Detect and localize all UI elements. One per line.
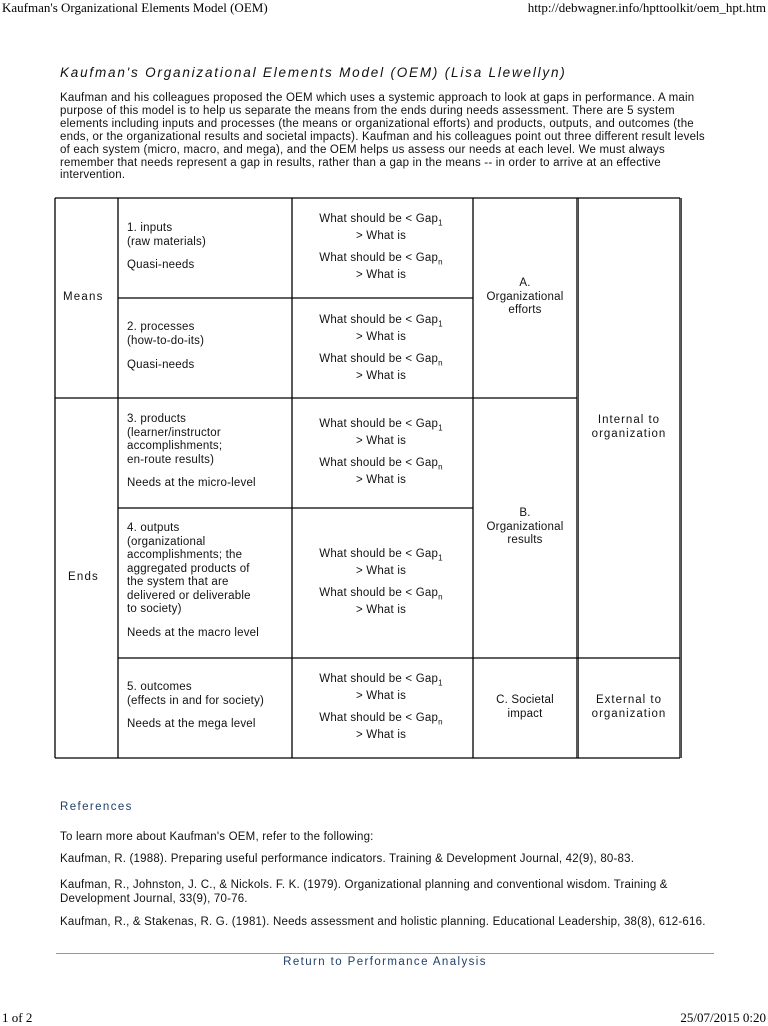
row-inputs-need: Quasi-needs [127, 259, 195, 271]
means-label: Means [63, 291, 104, 303]
external-to-organization-label: External to organization [591, 694, 667, 720]
gap-cell: What should be < Gap$_1$ > What is [319, 673, 443, 702]
document-title: Kaufman's Organizational Elements Model (OEM) (Lisa Llewellyn) [60, 65, 567, 80]
gap-cell: What should be < Gap$_1$ > What is [319, 314, 443, 343]
browser-page-title: Kaufman's Organizational Elements Model (OEM) [2, 0, 268, 15]
gap-cell: What should be < Gap$_n$ > What is [319, 587, 443, 616]
page-count: 1 of 2 [2, 1010, 33, 1025]
print-timestamp: 25/07/2015 0:20 [680, 1010, 766, 1025]
row-processes-title: 2. processes (how-to-do-its) [127, 321, 205, 347]
return-to-performance-analysis-link[interactable]: Return to Performance Analysis [56, 953, 714, 968]
page-url: http://debwagner.info/hpttoolkit/oem_hpt.htm [527, 0, 766, 15]
gap-cell: What should be < Gap$_n$ > What is [319, 457, 443, 486]
organizational-results-label: B. Organizational results [486, 507, 564, 546]
reference-item: Kaufman, R., Johnston, J. C., & Nickols. F. K. (1979). Organizational planning and conventional wisdom. Training & Development Journal, 33(9), 70-76. [60, 879, 668, 905]
row-outcomes-title: 5. outcomes (effects in and for society) [127, 681, 265, 707]
gap-cell: What should be < Gap$_n$ > What is [319, 353, 443, 382]
internal-to-organization-label: Internal to organization [591, 414, 667, 440]
intro-paragraph: Kaufman and his colleagues proposed the OEM which uses a systemic approach to look at gaps in performance. A main purpose of this model is to help us separate the means from the ends during needs assessment. There are 5 system elements including inputs and processes (the means or organizational efforts) and products, outputs, and outcomes (the ends, or the organizational results and societal impacts). Kaufman and his colleagues point out three different result levels of each system (micro, macro, and mega), and the OEM helps us assess our needs at each level. We must always remember that needs represent a gap in results, rather than a gap in the means -- in order to arrive at an effective intervention. [60, 92, 705, 182]
reference-item: Kaufman, R. (1988). Preparing useful performance indicators. Training & Development Journal, 42(9), 80-83. [60, 853, 635, 865]
row-outputs-title: 4. outputs (organizational accomplishments; the aggregated products of the system that are delivered or deliverable to society) [127, 522, 251, 615]
references-lead: To learn more about Kaufman's OEM, refer to the following: [60, 831, 374, 843]
organizational-efforts-label: A. Organizational efforts [486, 277, 564, 316]
row-outcomes-need: Needs at the mega level [127, 718, 256, 730]
gap-cell: What should be < Gap$_n$ > What is [319, 712, 443, 741]
row-products-need: Needs at the micro-level [127, 477, 256, 489]
row-processes-need: Quasi-needs [127, 359, 195, 371]
row-products-title: 3. products (learner/instructor accomplishments; en-route results) [127, 413, 223, 466]
gap-cell: What should be < Gap$_1$ > What is [319, 418, 443, 447]
row-inputs-title: 1. inputs (raw materials) [127, 222, 207, 248]
reference-item: Kaufman, R., & Stakenas, R. G. (1981). Needs assessment and holistic planning. Educational Leadership, 38(8), 612-616. [60, 916, 706, 928]
references-heading: References [60, 801, 133, 813]
ends-label: Ends [68, 571, 100, 583]
gap-cell: What should be < Gap$_1$ > What is [319, 548, 443, 577]
row-outputs-need: Needs at the macro level [127, 627, 260, 639]
gap-cell: What should be < Gap$_n$ > What is [319, 252, 443, 281]
societal-impact-label: C. Societal impact [496, 694, 554, 720]
gap-cell: What should be < Gap$_1$ > What is [319, 213, 443, 242]
